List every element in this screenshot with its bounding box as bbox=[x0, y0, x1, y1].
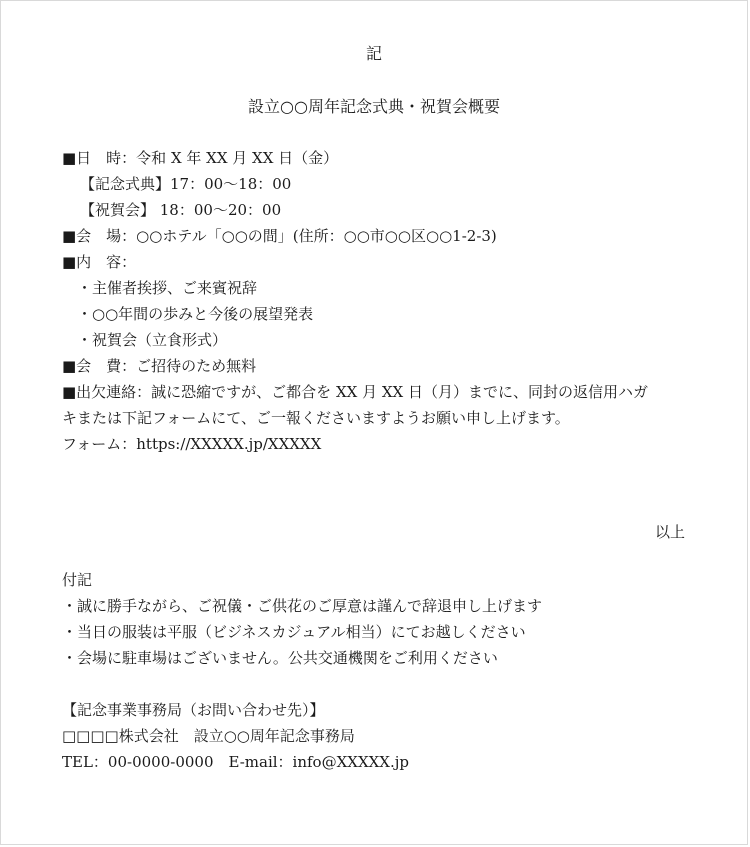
content-label: ■内 容： bbox=[62, 253, 137, 271]
contact-tel-email: TEL：00-0000-0000 E-mail：info@XXXXX.jp bbox=[62, 753, 409, 771]
note-item: ・当日の服装は平服（ビジネスカジュアル相当）にてお越しください bbox=[62, 623, 526, 641]
note-item: ・会場に駐車場はございません。公共交通機関をご利用ください bbox=[62, 649, 498, 667]
content-item: ・主催者挨拶、ご来賓祝辞 bbox=[77, 279, 258, 297]
party-time: 【祝賀会】 18：00〜20：00 bbox=[80, 201, 282, 219]
contact-org: □□□□株式会社 設立○○周年記念事務局 bbox=[62, 727, 355, 745]
form-url: フォーム：https://XXXXX.jp/XXXXX bbox=[62, 435, 322, 453]
document-heading: 記 bbox=[365, 44, 382, 63]
content-item: ・○○年間の歩みと今後の展望発表 bbox=[77, 305, 314, 323]
closing-mark: 以上 bbox=[654, 523, 685, 541]
event-fee: ■会 費：ご招待のため無料 bbox=[62, 357, 257, 375]
note-item: ・誠に勝手ながら、ご祝儀・ご供花のご厚意は謹んで辞退申し上げます bbox=[62, 597, 543, 615]
contact-label: 【記念事業事務局（お問い合わせ先）】 bbox=[62, 701, 325, 719]
notes-label: 付記 bbox=[62, 571, 93, 589]
ceremony-time: 【記念式典】17：00〜18：00 bbox=[80, 175, 292, 193]
content-item: ・祝賀会（立食形式） bbox=[77, 331, 228, 349]
event-date: ■日 時：令和 X 年 XX 月 XX 日（金） bbox=[62, 149, 339, 167]
rsvp-line-2: キまたは下記フォームにて、ご一報くださいますようお願い申し上げます。 bbox=[62, 409, 570, 427]
rsvp-line-1: ■出欠連絡：誠に恐縮ですが、ご都合を XX 月 XX 日（月）までに、同封の返信用ハガ bbox=[62, 383, 648, 401]
event-venue: ■会 場：○○ホテル「○○の間」(住所：○○市○○区○○1-2-3) bbox=[62, 227, 497, 245]
event-title: 設立○○周年記念式典・祝賀会概要 bbox=[248, 97, 500, 116]
